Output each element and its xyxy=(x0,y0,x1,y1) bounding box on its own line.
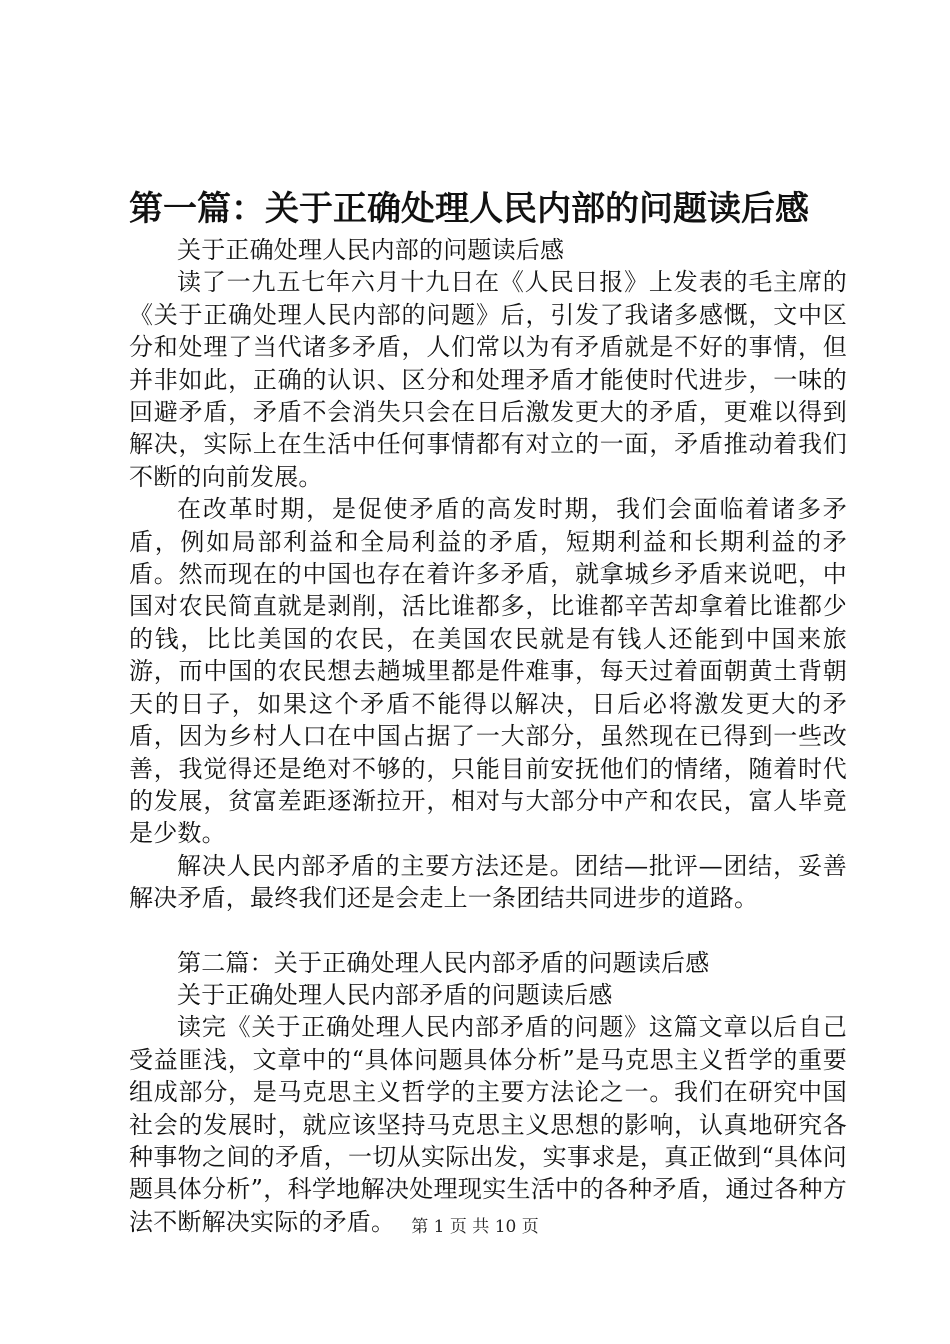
section-spacer xyxy=(129,915,847,947)
section2-heading: 第二篇：关于正确处理人民内部矛盾的问题读后感 xyxy=(177,948,710,977)
section1-subtitle: 关于正确处理人民内部的问题读后感 xyxy=(177,236,565,264)
document-body xyxy=(129,234,847,1238)
document-title: 第一篇：关于正确处理人民内部的问题读后感 xyxy=(129,189,809,229)
section1-paragraph-1: 读了一九五七年六月十九日在《人民日报》上发表的毛主席的《关于正确处理人民内部的问题》后，引发了我诸多感慨，文中区分和处理了当代诸多矛盾，人们常以为有矛盾就是不好的事情，但并非如此，正确的认识、区分和处理矛盾才能使时代进步，一味的回避矛盾，矛盾不会消失只会在日后激发更大的矛盾，更难以得到解决，实际上在生活中任何事情都有对立的一面，矛盾推动着我们不断的向前发展。 xyxy=(129,268,847,491)
section2-paragraph-1: 读完《关于正确处理人民内部矛盾的问题》这篇文章以后自己受益匪浅，文章中的“具体问题具体分析”是马克思主义哲学的重要组成部分，是马克思主义哲学的主要方法论之一。我们在研究中国社会的发展时，就应该坚持马克思主义思想的影响，认真地研究各种事物之间的矛盾，一切从实际出发，实事求是，真正做到“具体问题具体分析”，科学地解决处理现实生活中的各种矛盾，通过各种方法不断解决实际的矛盾。 xyxy=(129,1013,847,1236)
section1-paragraph-3: 解决人民内部矛盾的主要方法还是。团结—批评—团结，妥善解决矛盾，最终我们还是会走上一条团结共同进步的道路。 xyxy=(129,851,847,913)
section1-paragraph-2: 在改革时期，是促使矛盾的高发时期，我们会面临着诸多矛盾，例如局部利益和全局利益的矛盾，短期利益和长期利益的矛盾。然而现在的中国也存在着许多矛盾，就拿城乡矛盾来说吧，中国对农民简直就是剥削，活比谁都多，比谁都辛苦却拿着比谁都少的钱，比比美国的农民，在美国农民就是有钱人还能到中国来旅游，而中国的农民想去趟城里都是件难事，每天过着面朝黄土背朝天的日子，如果这个矛盾不能得以解决，日后必将激发更大的矛盾，因为乡村人口在中国占据了一大部分，虽然现在已得到一些改善，我觉得还是绝对不够的，只能目前安抚他们的情绪，随着时代的发展，贫富差距逐渐拉开，相对与大部分中产和农民，富人毕竟是少数。 xyxy=(129,495,847,848)
section2-subtitle: 关于正确处理人民内部矛盾的问题读后感 xyxy=(177,980,613,1009)
page-footer: 第 1 页 共 10 页 xyxy=(411,1217,539,1237)
